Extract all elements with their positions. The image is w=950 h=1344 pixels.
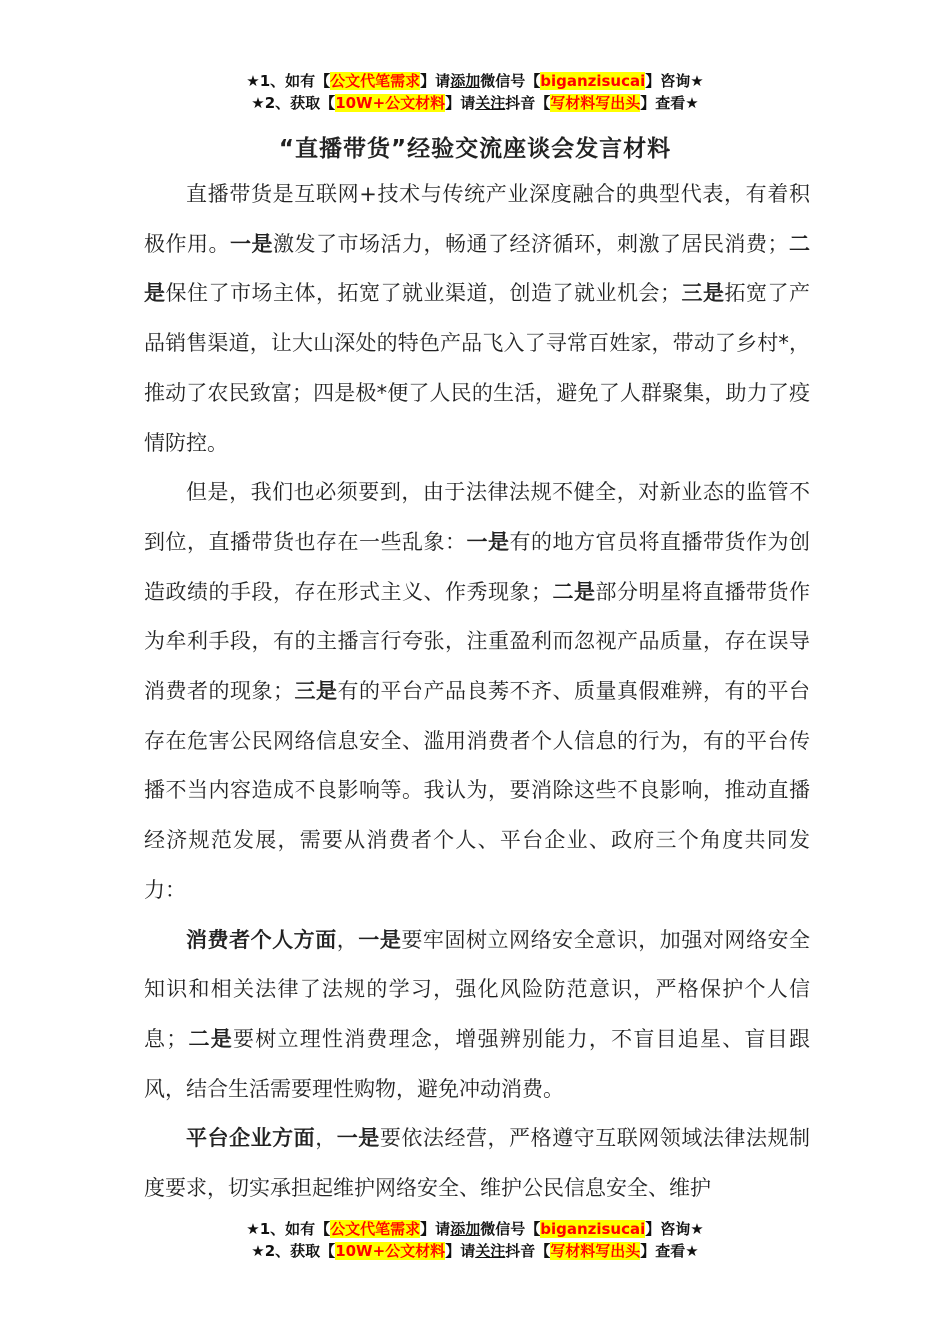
banner-text: 抖音【 [505, 94, 551, 112]
banner-text: 抖音【 [505, 1242, 551, 1260]
text: ， [315, 1126, 337, 1151]
banner-text: ★2、获取【 [251, 1242, 336, 1260]
text: 有的地方官员将直播带货作为创造政绩的手段，存在形式主义、作秀现象； [144, 529, 810, 604]
header-banner [0, 70, 950, 114]
banner-line-1 [0, 1218, 950, 1240]
banner-line-1 [0, 70, 950, 92]
banner-highlight: 10W+公文材料 [335, 94, 446, 112]
banner-highlight: 公文代笔需求 [330, 72, 421, 90]
text: 部分明星将直播带货作为牟利手段，有的主播言行夸张，注重盈利而忽视产品质量，存在误导消费者的现象； [144, 579, 810, 704]
banner-underlined: 添加 [450, 1220, 481, 1238]
text: 要依法经营，严格遵守互联网领域法律法规制度要求，切实承担起维护网络安全、维护公民信息安全、维护 [144, 1126, 811, 1201]
banner-douyin-id: 写材料写出头 [550, 94, 641, 112]
paragraph-3 [144, 916, 810, 1115]
bold-label: 一是 [466, 529, 510, 554]
section-heading: 消费者个人方面 [186, 927, 337, 952]
footer-banner [0, 1218, 950, 1262]
bold-label: 一是 [336, 1126, 380, 1151]
document-title: “直播带货”经验交流座谈会发言材料 [278, 136, 672, 162]
text: 但是，我们也必须要到，由于法律法规不健全，对新业态的监管不到位，直播带货也存在一些乱象： [144, 480, 810, 554]
banner-underlined: 关注 [475, 94, 506, 112]
banner-text: 】咨询★ [645, 72, 704, 90]
banner-text: 】请 [445, 1242, 476, 1260]
banner-text: ★1、如有【 [246, 72, 331, 90]
bold-label: 二是 [187, 1026, 233, 1051]
bold-label: 一是 [358, 927, 402, 952]
banner-underlined: 添加 [450, 72, 481, 90]
paragraph-4 [144, 1114, 810, 1213]
banner-line-2 [0, 92, 950, 114]
banner-douyin-id: 写材料写出头 [550, 1242, 641, 1260]
bold-label: 三是 [681, 281, 725, 306]
bold-label: 二是 [552, 579, 596, 604]
banner-text: 】咨询★ [645, 1220, 704, 1238]
text: 要牢固树立网络安全意识，加强对网络安全知识和相关法律了法规的学习，强化风险防范意识，严格保护个人信息； [144, 927, 811, 1051]
paragraph-2 [144, 468, 810, 915]
paragraph-1 [144, 170, 810, 468]
bold-label: 三是 [294, 679, 338, 704]
text: ， [336, 927, 359, 952]
banner-text: 】查看★ [640, 94, 699, 112]
document-body [144, 170, 810, 1214]
banner-highlight: 10W+公文材料 [335, 1242, 446, 1260]
text: 有的平台产品良莠不齐、质量真假难辨，有的平台存在危害公民网络信息安全、滥用消费者个人信息的行为，有的平台传播不当内容造成不良影响等。我认为，要消除这些不良影响，推动直播经济规范发展，需要从消费者个人、平台企业、政府三个角度共同发力： [144, 679, 810, 902]
text: 要树立理性消费理念，增强辨别能力，不盲目追星、盲目跟风，结合生活需要理性购物，避免冲动消费。 [144, 1026, 811, 1101]
text: 直播带货是互联网+技术与传统产业深度融合的典型代表，有着积极作用。 [144, 182, 810, 256]
section-heading: 平台企业方面 [186, 1126, 316, 1151]
text: 拓宽了产品销售渠道，让大山深处的特色产品飞入了寻常百姓家，带动了乡村*，推动了农民致富；四是极*便了人民的生活，避免了人群聚集，助力了疫情防控。 [144, 281, 810, 455]
text: 保住了市场主体，拓宽了就业渠道，创造了就业机会； [165, 281, 681, 306]
text: 激发了市场活力，畅通了经济循环，刺激了居民消费； [273, 231, 789, 256]
banner-wechat-id: biganzisucai [540, 72, 646, 90]
banner-text: ★1、如有【 [246, 1220, 331, 1238]
banner-text: 】请 [445, 94, 476, 112]
banner-highlight: 公文代笔需求 [330, 1220, 421, 1238]
bold-label: 二是 [144, 231, 810, 306]
banner-text: 】请 [420, 1220, 451, 1238]
banner-text: 】请 [420, 72, 451, 90]
banner-text: 】查看★ [640, 1242, 699, 1260]
banner-underlined: 关注 [475, 1242, 506, 1260]
bold-label: 一是 [230, 231, 273, 256]
banner-text: 微信号【 [480, 72, 541, 90]
banner-text: 微信号【 [480, 1220, 541, 1238]
banner-line-2 [0, 1240, 950, 1262]
banner-wechat-id: biganzisucai [540, 1220, 646, 1238]
banner-text: ★2、获取【 [251, 94, 336, 112]
